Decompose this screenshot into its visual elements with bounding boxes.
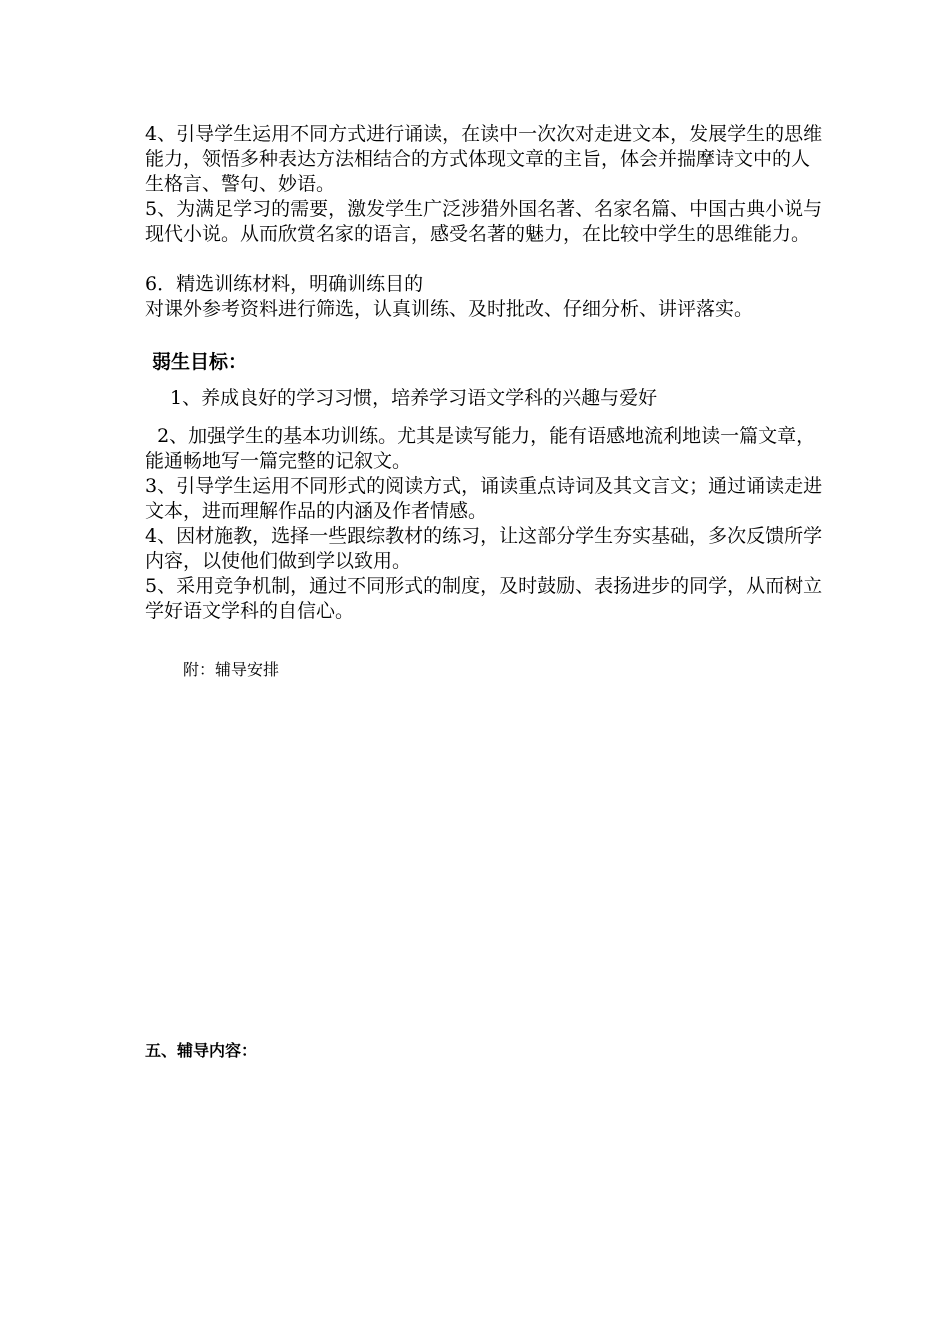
weak-goal-item-5: 5、采用竞争机制，通过不同形式的制度，及时鼓励、表扬进步的同学，从而树立学好语文学科的自信心。 [145,575,823,622]
weak-goal-item-4: 4、因材施教，选择一些跟综教材的练习，让这部分学生夯实基础，多次反馈所学内容，以使他们做到学以致用。 [145,525,823,572]
goal-item-6-title: 6．精选训练材料，明确训练目的 [145,273,424,295]
goal-item-4: 4、引导学生运用不同方式进行诵读，在读中一次次对走进文本，发展学生的思维能力，领悟多种表达方法相结合的方式体现文章的主旨，体会并揣摩诗文中的人生格言、警句、妙语。 [145,123,823,195]
weak-goals-heading: 弱生目标： [152,351,248,373]
weak-goal-item-3: 3、引导学生运用不同形式的阅读方式，诵读重点诗词及其文言文；通过诵读走进文本，进而理解作品的内涵及作者情感。 [145,475,823,522]
goal-item-5: 5、为满足学习的需要，激发学生广泛涉猎外国名著、名家名篇、中国古典小说与现代小说。从而欣赏名家的语言，感受名著的魅力，在比较中学生的思维能力。 [145,198,823,245]
section-five-heading: 五、辅导内容： [145,1041,258,1060]
weak-goal-item-1: 1、养成良好的学习习惯，培养学习语文学科的兴趣与爱好 [170,387,658,409]
weak-goal-item-2: 2、加强学生的基本功训练。尤其是读写能力，能有语感地流利地读一篇文章，能通畅地写一篇完整的记叙文。 [145,425,816,472]
goal-item-6-body: 对课外参考资料进行筛选，认真训练、及时批改、仔细分析、讲评落实。 [145,298,754,320]
appendix-note: 附：辅导安排 [183,660,280,679]
